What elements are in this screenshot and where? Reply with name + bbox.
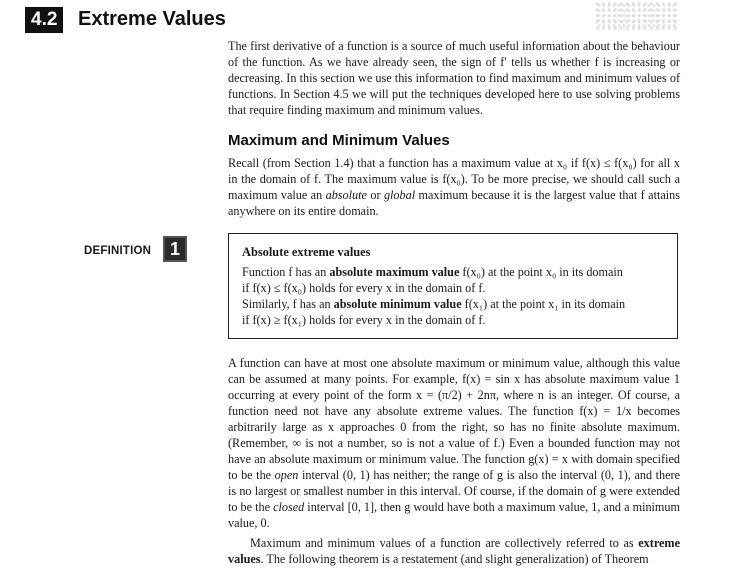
- absolute-term: absolute: [325, 188, 367, 202]
- recall-paragraph: [228, 155, 680, 219]
- examples-text-a: A function can have at most one absolute maximum or minimum value, although this value can be assumed at many points. For example, f(x) = sin x has absolute maximum value 1 occurring at every point of the form x = (π/2) + 2nπ, where n is an integer. Of course, a function need not have any absolute extreme values. The function f(x) = 1/x becomes arbitrarily large as x approaches 0 from the right, so has no finite absolute maximum. (Remember, ∞ is not a number, so is not a value of f.) Even a bounded function may not have an absolute maximum or minimum value. The function g(x) = x with domain specified to be the: [228, 356, 680, 482]
- subsection-heading: Maximum and Minimum Values: [228, 132, 450, 149]
- def-l3-b: f(x₁) at the point x₁ in its domain: [461, 297, 626, 311]
- definition-line-2: if f(x) ≤ f(x₀) holds for every x in the domain of f.: [242, 281, 486, 295]
- recall-text-or: or: [366, 188, 384, 202]
- abs-min-term: absolute minimum value: [333, 297, 462, 311]
- extreme-values-term: extreme values: [228, 536, 680, 566]
- section-title: Extreme Values: [78, 8, 226, 30]
- intro-paragraph: The first derivative of a function is a source of much useful information about the behaviour of the function. As we have already seen, the sign of f′ tells us whether f is increasing or decreasing. In this section we use this information to find maximum and minimum values of functions. In Section 4.5 we will put the techniques developed here to use solving problems that require finding maximum and minimum values.: [228, 39, 680, 117]
- definition-label: DEFINITION: [84, 245, 152, 257]
- definition-number-badge: 1: [163, 236, 187, 262]
- scan-artifact: [596, 2, 678, 30]
- definition-line-3: [242, 296, 665, 312]
- def-l1-a: Function f has an: [242, 265, 330, 279]
- recall-text-a: Recall (from Section 1.4) that a function has a maximum value at x₀ if f(x) ≤ f(x₀) for all x in the domain of f. The maximum value is f(x₀). To be more precise, we should call such a maximum value an: [228, 156, 680, 202]
- definition-title: Absolute extreme values: [242, 245, 371, 259]
- closed-term: closed: [273, 500, 305, 514]
- def-l3-a: Similarly, f has an: [242, 297, 334, 311]
- section-number-badge: 4.2: [25, 7, 63, 33]
- global-term: global: [383, 188, 416, 202]
- open-term: open: [274, 468, 299, 482]
- extreme-text-b: . The following theorem is a restatement (and slight generalization) of Theorem: [260, 552, 649, 566]
- extreme-values-paragraph: [228, 535, 680, 567]
- def-l1-b: f(x₀) at the point x₀ in its domain: [459, 265, 623, 279]
- examples-paragraph: [228, 355, 680, 531]
- examples-text-b: interval (0, 1) has neither; the range of g is also the interval (0, 1), and there is no largest or smallest number in this interval. Of course, if the domain of g were extended to be the: [228, 468, 680, 514]
- abs-max-term: absolute maximum value: [329, 265, 460, 279]
- extreme-text-a: Maximum and minimum values of a function are collectively referred to as: [250, 536, 639, 550]
- definition-line-1: [242, 264, 665, 280]
- definition-box: [228, 233, 678, 339]
- definition-line-4: if f(x) ≥ f(x₁) holds for every x in the domain of f.: [242, 313, 486, 327]
- recall-text-b: maximum because it is the largest value that f attains anywhere on its entire domain.: [228, 188, 680, 218]
- examples-text-c: interval [0, 1], then g would have both a maximum value, 1, and a minimum value, 0.: [228, 500, 680, 530]
